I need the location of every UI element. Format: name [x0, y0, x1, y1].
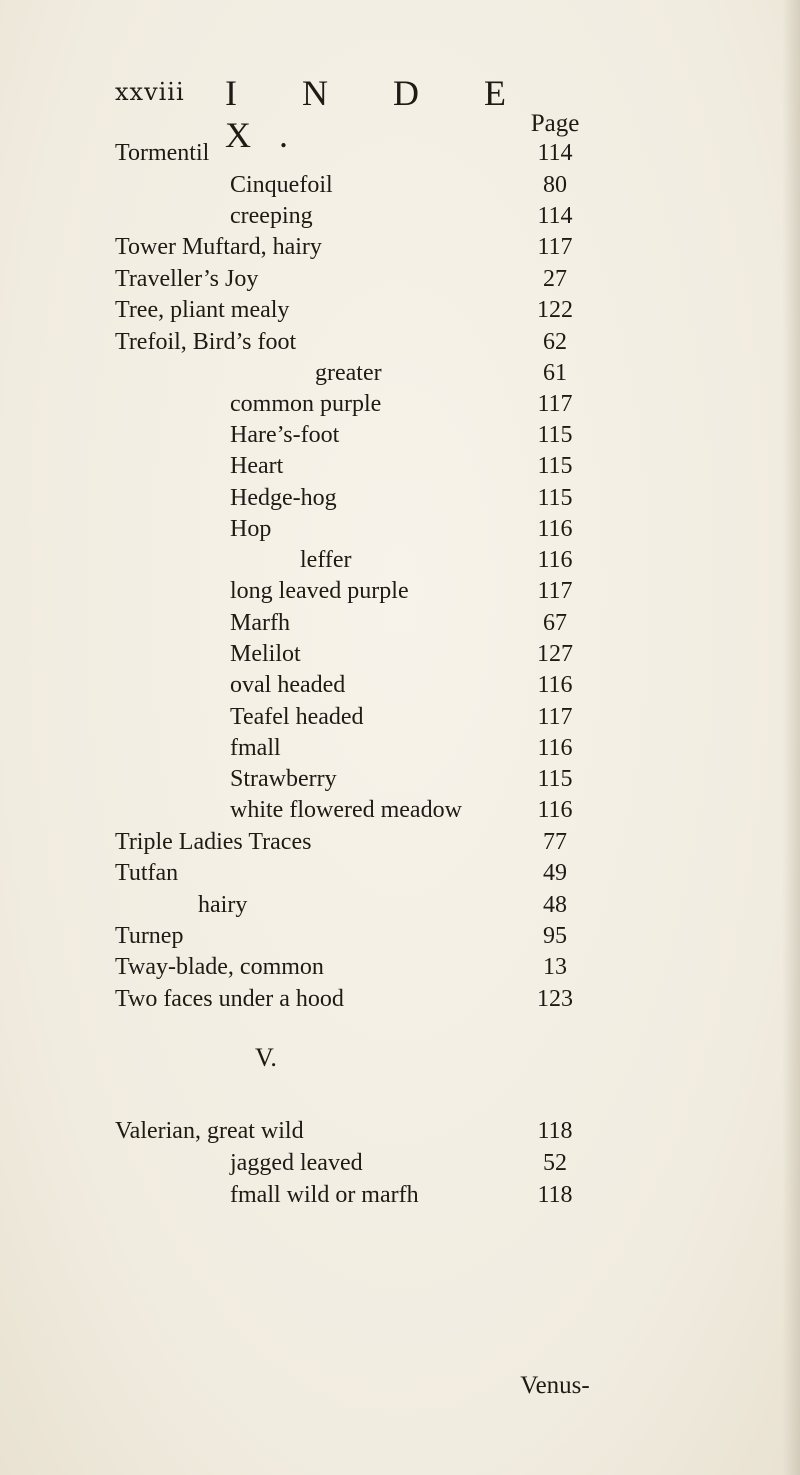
entry-label: common purple: [230, 391, 382, 417]
index-entry: [0, 672, 620, 704]
index-entry: [0, 1182, 620, 1214]
entry-page-number: 115: [537, 766, 573, 792]
entry-page-number: 116: [537, 516, 573, 542]
entry-page-number: 114: [537, 203, 573, 229]
index-entry: [0, 766, 620, 798]
entry-label: Melilot: [230, 641, 301, 667]
entry-page-number: 48: [543, 892, 567, 918]
entry-label: Teafel headed: [230, 704, 364, 730]
index-entry: [0, 954, 620, 986]
entry-page-number: 77: [543, 829, 567, 855]
entry-page-number: 49: [543, 860, 567, 886]
entry-label: Hare’s-foot: [230, 422, 340, 448]
index-entry: [0, 234, 620, 266]
index-entry: [0, 329, 620, 361]
entry-page-number: 118: [537, 1118, 573, 1144]
entry-page-number: 117: [537, 234, 573, 260]
index-entry: [0, 453, 620, 485]
entry-page-number: 116: [537, 547, 573, 573]
entry-label: Tower Muftard, hairy: [115, 234, 322, 260]
entry-label: Two faces under a hood: [115, 986, 344, 1012]
entry-page-number: 116: [537, 735, 573, 761]
entry-label: Tree, pliant mealy: [115, 297, 290, 323]
index-entry: [0, 266, 620, 298]
index-entry: [0, 422, 620, 454]
index-entry: [0, 704, 620, 736]
index-title: I N D E X.: [225, 73, 534, 155]
entry-page-number: 13: [543, 954, 567, 980]
entry-label: Trefoil, Bird’s foot: [115, 329, 297, 355]
entry-page-number: 61: [543, 360, 567, 386]
index-entry: [0, 797, 620, 829]
index-entry: [0, 923, 620, 955]
index-entry: [0, 516, 620, 548]
page-number: xxviii: [115, 78, 185, 106]
index-entry: [0, 547, 620, 579]
entry-label: creeping: [230, 203, 313, 229]
index-entry: [0, 140, 620, 172]
catchword: Venus-: [520, 1372, 590, 1399]
index-entry: [0, 735, 620, 767]
index-entry: [0, 172, 620, 204]
entry-label: Strawberry: [230, 766, 337, 792]
entry-page-number: 118: [537, 1182, 573, 1208]
entry-page-number: 52: [543, 1150, 567, 1176]
index-entry: [0, 1118, 620, 1150]
entry-page-number: 115: [537, 485, 573, 511]
entry-label: jagged leaved: [230, 1150, 363, 1176]
index-entry: [0, 829, 620, 861]
index-entry: [0, 860, 620, 892]
index-entry: [0, 610, 620, 642]
entry-label: Hedge-hog: [230, 485, 337, 511]
entry-label: greater: [315, 360, 382, 386]
entry-label: Marfh: [230, 610, 290, 636]
entry-page-number: 95: [543, 923, 567, 949]
page-edge-shadow: [782, 0, 800, 1475]
section-letter-v: V.: [255, 1043, 277, 1072]
entry-label: fmall: [230, 735, 281, 761]
entry-label: Valerian, great wild: [115, 1118, 304, 1144]
index-entry: [0, 578, 620, 610]
entry-label: hairy: [198, 892, 248, 918]
index-entry: [0, 360, 620, 392]
entry-label: Tway-blade, common: [115, 954, 324, 980]
entry-page-number: 117: [537, 391, 573, 417]
entry-page-number: 117: [537, 704, 573, 730]
entry-page-number: 116: [537, 797, 573, 823]
index-entry: [0, 1150, 620, 1182]
entry-page-number: 115: [537, 453, 573, 479]
entry-label: leffer: [300, 547, 352, 573]
index-entry: [0, 986, 620, 1018]
index-entry: [0, 203, 620, 235]
index-entry: [0, 391, 620, 423]
index-entry: [0, 297, 620, 329]
entry-label: Cinquefoil: [230, 172, 333, 198]
page-column-label: Page: [530, 110, 580, 137]
entry-page-number: 117: [537, 578, 573, 604]
entry-page-number: 114: [537, 140, 573, 166]
entry-label: Tormentil: [115, 140, 210, 166]
entry-page-number: 127: [537, 641, 573, 667]
entry-page-number: 80: [543, 172, 567, 198]
index-entry: [0, 485, 620, 517]
entry-label: Traveller’s Joy: [115, 266, 259, 292]
entry-label: long leaved purple: [230, 578, 409, 604]
entry-label: Hop: [230, 516, 272, 542]
entry-label: Tutfan: [115, 860, 179, 886]
entry-page-number: 27: [543, 266, 567, 292]
entry-label: white flowered meadow: [230, 797, 462, 823]
entry-page-number: 123: [537, 986, 573, 1012]
index-entry: [0, 641, 620, 673]
entry-label: oval headed: [230, 672, 346, 698]
entry-page-number: 62: [543, 329, 567, 355]
entry-page-number: 115: [537, 422, 573, 448]
entry-label: Heart: [230, 453, 284, 479]
entry-label: fmall wild or marfh: [230, 1182, 419, 1208]
entry-page-number: 116: [537, 672, 573, 698]
entry-label: Triple Ladies Traces: [115, 829, 312, 855]
index-entry: [0, 892, 620, 924]
entry-page-number: 122: [537, 297, 573, 323]
entry-label: Turnep: [115, 923, 184, 949]
entry-page-number: 67: [543, 610, 567, 636]
